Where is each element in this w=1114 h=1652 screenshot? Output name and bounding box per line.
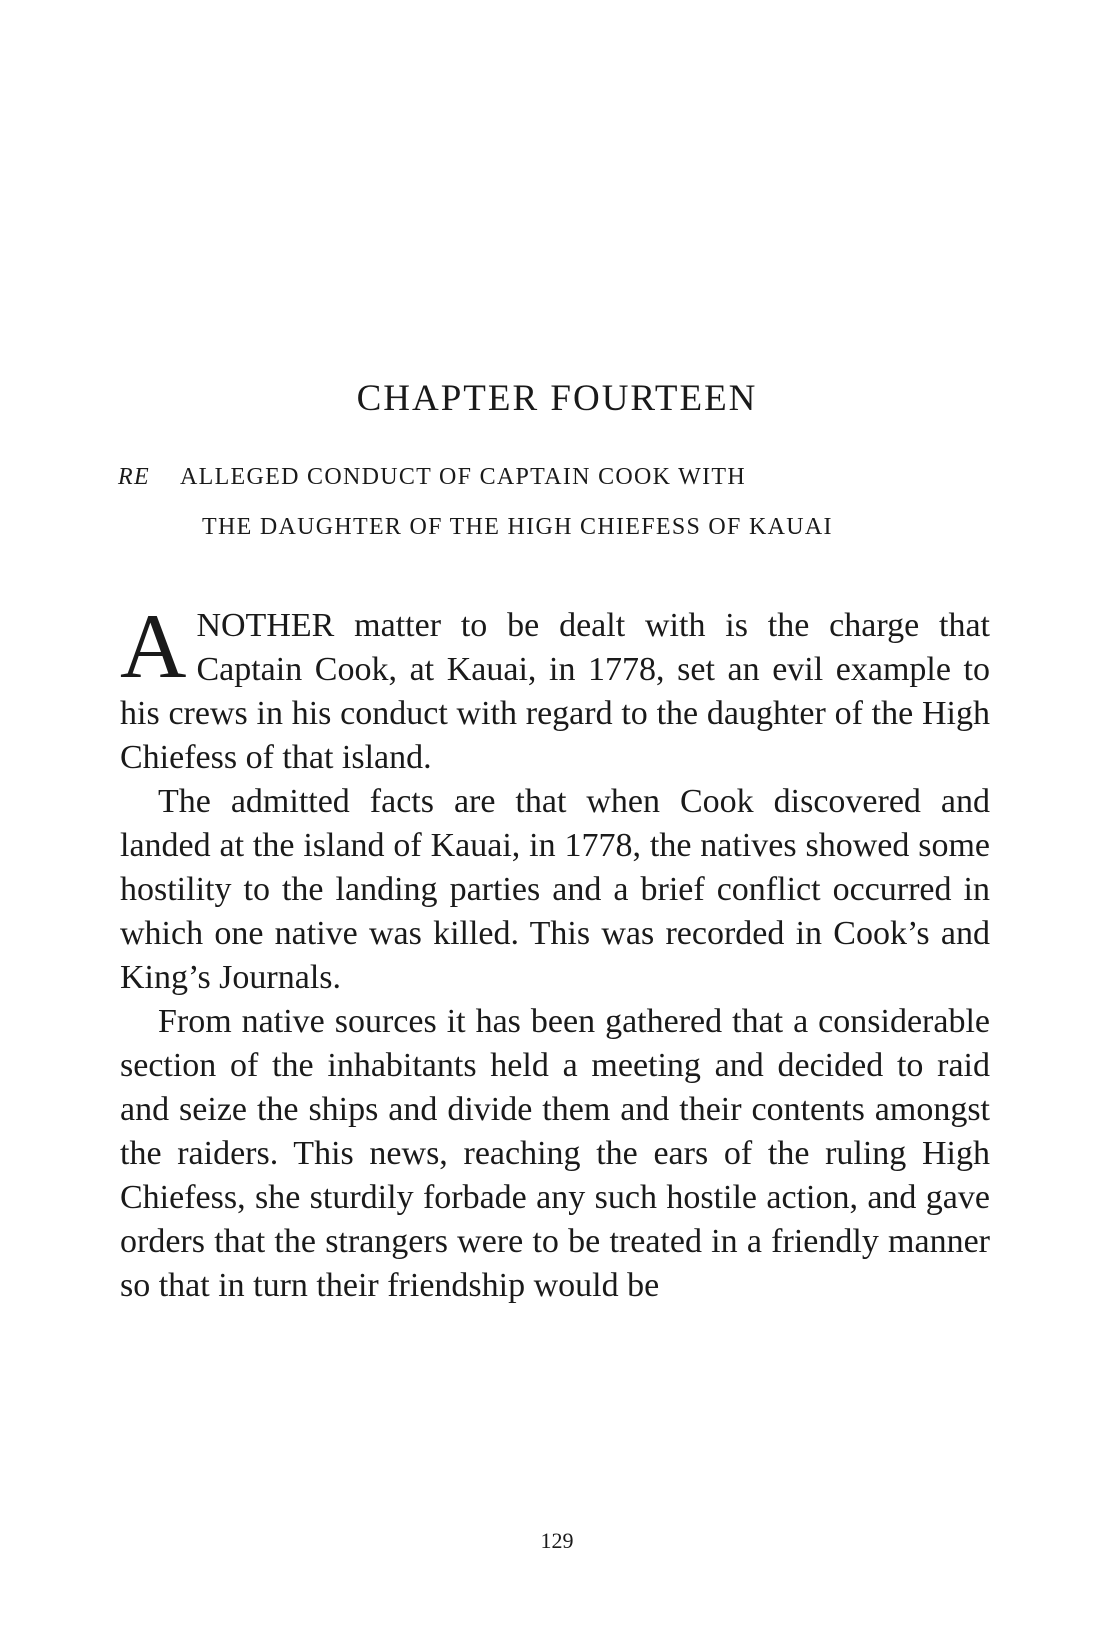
page-number: 129: [540, 1528, 574, 1553]
chapter-title: CHAPTER FOURTEEN: [356, 378, 758, 419]
subtitle-continuation: THE DAUGHTER OF THE HIGH CHIEFESS OF KAUAI: [202, 514, 833, 540]
paragraph-1-text: NOTHER matter to be dealt with is the charge that Captain Cook, at Kauai, in 1778, set an evil example to his crews in his conduct with regard to the daughter of the High Chiefess of that island.: [120, 607, 990, 776]
body-text: [120, 595, 990, 1308]
paragraph-2: The admitted facts are that when Cook discovered and landed at the island of Kauai, in 1778, the natives showed some hostility to the landing parties and a brief conflict occurred in which one native was killed. This was recorded in Cook’s and King’s Journals.: [120, 783, 990, 996]
paragraph-3: From native sources it has been gathered that a considerable section of the inhabitants held a meeting and decided to raid and seize the ships and divide them and their contents amongst the raiders. This news, reaching the ears of the ruling High Chiefess, she sturdily forbade any such hostile action, and gave orders that the strangers were to be treated in a friendly manner so that in turn their friendship would be: [120, 1003, 990, 1304]
chapter-subtitle: [118, 452, 988, 552]
subtitle-line-1: ALLEGED CONDUCT OF CAPTAIN COOK WITH: [180, 464, 746, 490]
paragraph-1: [120, 595, 990, 780]
subtitle-prefix: RE: [118, 464, 150, 490]
drop-cap: A: [120, 595, 187, 697]
